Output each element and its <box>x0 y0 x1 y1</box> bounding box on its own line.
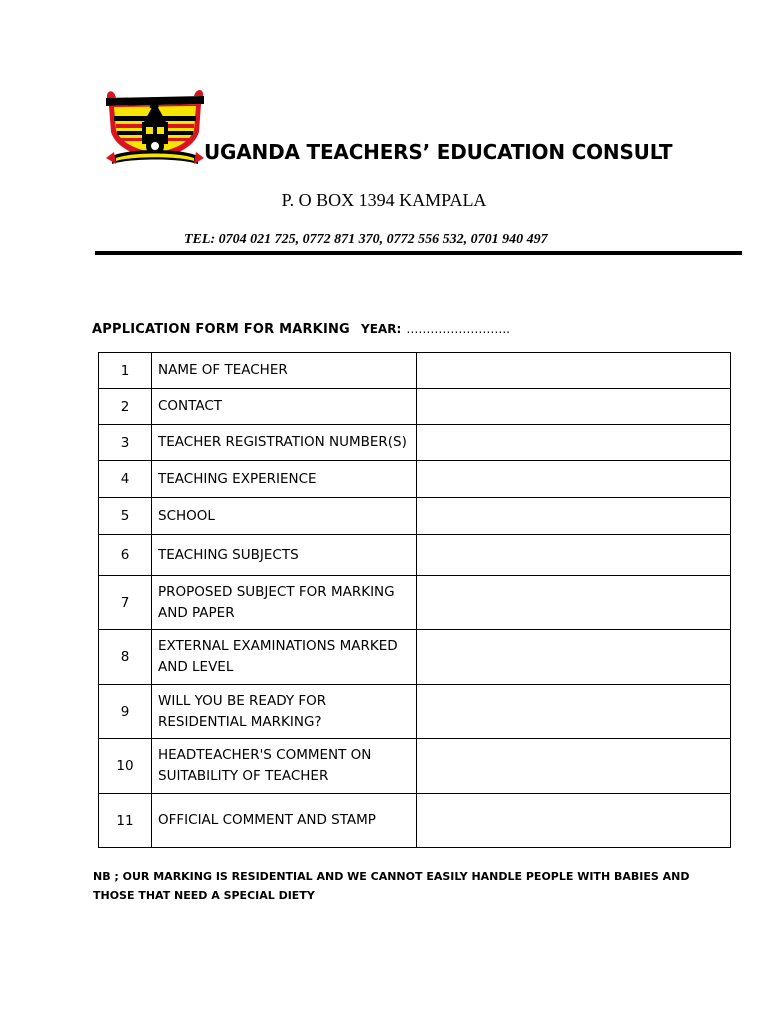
row-number: 5 <box>99 498 152 535</box>
row-label: WILL YOU BE READY FOR RESIDENTIAL MARKING? <box>152 685 417 739</box>
row-label: NAME OF TEACHER <box>152 353 417 389</box>
row-label: PROPOSED SUBJECT FOR MARKING AND PAPER <box>152 576 417 630</box>
nb-note: NB ; OUR MARKING IS RESIDENTIAL AND WE CANNOT EASILY HANDLE PEOPLE WITH BABIES AND THOSE THAT NEED A SPECIAL DIETY <box>93 870 690 902</box>
application-form-table <box>98 352 731 848</box>
year-field[interactable]: …………………….. <box>406 322 510 336</box>
organization-name: UGANDA TEACHERS’ EDUCATION CONSULT <box>204 140 673 164</box>
row-label: TEACHING EXPERIENCE <box>152 461 417 498</box>
telephone-numbers: TEL: 0704 021 725, 0772 871 370, 0772 556 532, 0701 940 497 <box>184 232 548 247</box>
answer-field[interactable] <box>417 389 731 425</box>
row-label: CONTACT <box>152 389 417 425</box>
year-label: YEAR: <box>361 322 402 336</box>
answer-field[interactable] <box>417 576 731 630</box>
form-row <box>99 389 731 425</box>
answer-field[interactable] <box>417 461 731 498</box>
form-row <box>99 353 731 389</box>
row-number: 7 <box>99 576 152 630</box>
form-title-line <box>92 318 510 337</box>
row-number: 2 <box>99 389 152 425</box>
answer-field[interactable] <box>417 425 731 461</box>
answer-field[interactable] <box>417 353 731 389</box>
form-row <box>99 794 731 848</box>
row-number: 9 <box>99 685 152 739</box>
form-row <box>99 425 731 461</box>
answer-field[interactable] <box>417 739 731 794</box>
header-rule <box>95 251 742 255</box>
answer-field[interactable] <box>417 630 731 685</box>
row-label: SCHOOL <box>152 498 417 535</box>
form-row <box>99 630 731 685</box>
form-row <box>99 685 731 739</box>
row-number: 11 <box>99 794 152 848</box>
form-row <box>99 535 731 576</box>
row-number: 8 <box>99 630 152 685</box>
row-number: 10 <box>99 739 152 794</box>
answer-field[interactable] <box>417 535 731 576</box>
row-number: 6 <box>99 535 152 576</box>
row-number: 1 <box>99 353 152 389</box>
form-title: APPLICATION FORM FOR MARKING <box>92 322 350 337</box>
answer-field[interactable] <box>417 794 731 848</box>
form-row <box>99 576 731 630</box>
answer-field[interactable] <box>417 498 731 535</box>
row-label: TEACHER REGISTRATION NUMBER(S) <box>152 425 417 461</box>
form-row <box>99 498 731 535</box>
row-label: OFFICIAL COMMENT AND STAMP <box>152 794 417 848</box>
coat-of-arms-emblem <box>104 86 206 166</box>
row-label: TEACHING SUBJECTS <box>152 535 417 576</box>
answer-field[interactable] <box>417 685 731 739</box>
form-row <box>99 461 731 498</box>
postal-address: P. O BOX 1394 KAMPALA <box>281 190 487 210</box>
row-label: EXTERNAL EXAMINATIONS MARKED AND LEVEL <box>152 630 417 685</box>
form-row <box>99 739 731 794</box>
row-number: 3 <box>99 425 152 461</box>
row-number: 4 <box>99 461 152 498</box>
row-label: HEADTEACHER'S COMMENT ON SUITABILITY OF TEACHER <box>152 739 417 794</box>
